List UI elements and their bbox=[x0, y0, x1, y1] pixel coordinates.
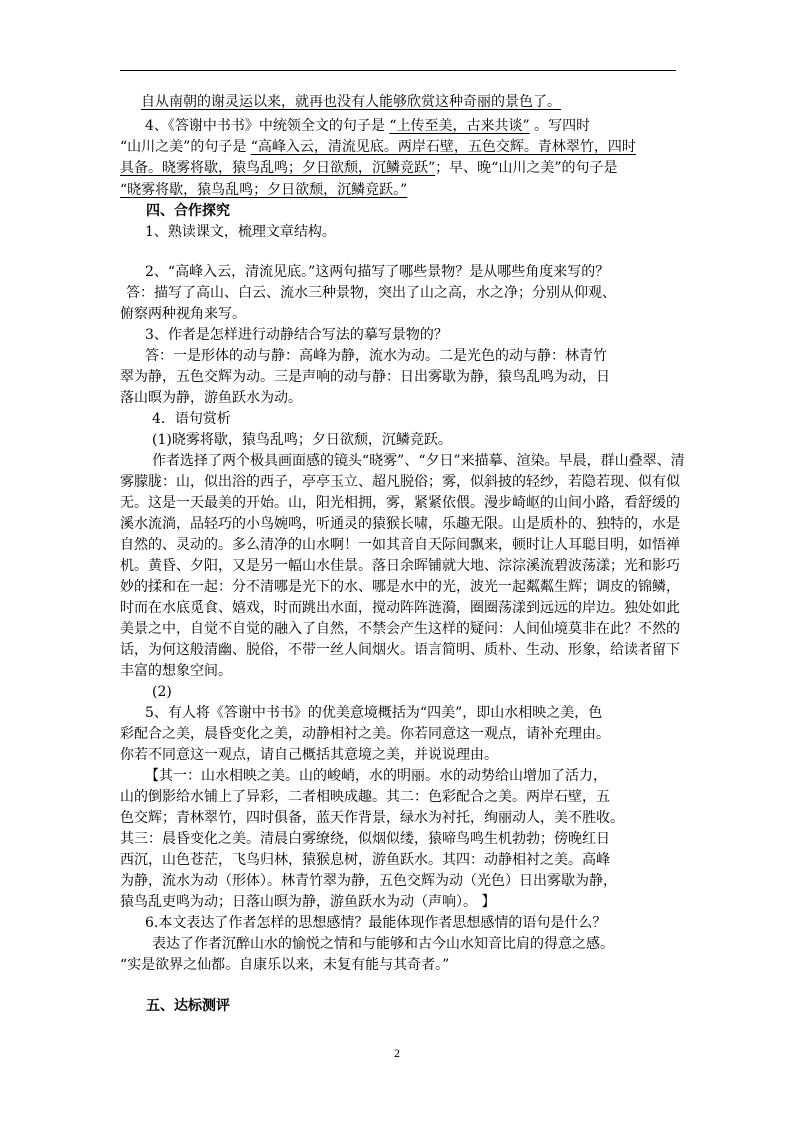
text-segment: 翠为静，五色交辉为动。三是声响的动与静：日出雾歇为静，猿鸟乱鸣为动，日 bbox=[120, 369, 610, 385]
text-segment: 四、合作探究 bbox=[146, 203, 230, 219]
text-line bbox=[145, 346, 607, 366]
text-segment: 色交辉；青林翠竹，四时俱备，蓝天作背景，绿水为衬托，绚丽动人，美不胜收。 bbox=[120, 810, 624, 826]
section-heading bbox=[146, 201, 230, 221]
text-segment: 机。黄昏、夕阳，又是另一幅山水佳景。落日余晖铺就大地、淙淙溪流碧波荡漾；光和影巧 bbox=[120, 558, 680, 574]
text-line bbox=[120, 661, 232, 681]
text-line bbox=[126, 283, 616, 303]
text-line bbox=[120, 577, 680, 597]
text-line bbox=[120, 808, 624, 828]
header-rule bbox=[120, 70, 676, 71]
text-line bbox=[145, 325, 448, 345]
text-segment: 丰富的想象空间。 bbox=[120, 663, 232, 679]
text-line bbox=[145, 222, 336, 242]
text-segment: 雾朦胧：山，似出浴的西子，亭亭玉立、超凡脱俗；雾，似斜披的轻纱，若隐若现、似有似 bbox=[120, 474, 680, 490]
text-line bbox=[145, 913, 606, 933]
text-line bbox=[152, 430, 452, 450]
text-segment: ；早、晚“山川之美”的句子是 bbox=[435, 160, 618, 176]
text-segment: 6.本文表达了作者怎样的思想感情？最能体现作者思想感情的语句是什么？ bbox=[145, 915, 607, 931]
page-number: 2 bbox=[394, 1046, 400, 1060]
text-segment: 答：一是形体的动与静：高峰为静，流水为动。二是光色的动与静：林青竹 bbox=[145, 348, 607, 364]
text-segment: 时而在水底觅食、嬉戏，时而跳出水面，搅动阵阵涟漪，圈圈荡漾到远远的岸边。独处如此 bbox=[120, 600, 680, 616]
text-segment: 。写四时 bbox=[529, 118, 591, 134]
text-line bbox=[120, 787, 610, 807]
text-segment: 猿鸟乱吏鸣为动；日落山暝为静，游鱼跃水为动（声响）。 】 bbox=[120, 894, 496, 910]
text-line bbox=[152, 409, 231, 429]
text-segment: “实是欲界之仙都。自康乐以来，未复有能与其奇者。” bbox=[120, 957, 450, 973]
text-segment: “山川之美”的句子是 bbox=[120, 139, 251, 155]
text-line bbox=[120, 304, 246, 324]
section-heading bbox=[146, 996, 230, 1016]
text-line bbox=[145, 703, 602, 723]
text-segment: 你若不同意这一观点，请自己概括其意境之美，并说说理由。 bbox=[120, 747, 498, 763]
text-segment: 4．语句赏析 bbox=[152, 411, 231, 427]
text-line bbox=[120, 137, 636, 157]
text-line bbox=[120, 388, 302, 408]
text-line bbox=[145, 262, 609, 282]
text-line bbox=[120, 724, 610, 744]
text-line bbox=[120, 158, 617, 178]
text-segment: 妙的揉和在一起：分不清哪是光下的水、哪是水中的光，波光一起粼粼生辉；调皮的锦鳞， bbox=[120, 579, 680, 595]
text-segment: (1)晓雾将歇，猿鸟乱鸣；夕日欲颓，沉鳞竞跃。 bbox=[152, 432, 452, 448]
underlined-answer: “高峰入云，清流见底。两岸石壁，五色交辉。青林翠竹，四时 bbox=[250, 139, 636, 155]
text-segment: 为静，流水为动（形体）。林青竹翠为静，五色交辉为动（光色）日出雾歇为静， bbox=[120, 873, 617, 889]
text-line bbox=[120, 598, 680, 618]
text-segment: 作者选择了两个极具画面感的镜头“晓雾”、“夕日”来描摹、渲染。早晨，群山叠翠、清 bbox=[152, 453, 685, 469]
text-line bbox=[120, 493, 680, 513]
text-segment: 2、“高峰入云，清流见底。”这两句描写了哪些景物？是从哪些角度来写的？ bbox=[145, 264, 610, 280]
text-segment: 5、有人将《答谢中书书》的优美意境概括为“四美”，即山水相映之美，色 bbox=[145, 705, 603, 721]
text-segment: 其三：晨昏变化之美。清晨白雾缭绕，似烟似缕，猿啼鸟鸣生机勃勃；傍晚红日 bbox=[120, 831, 610, 847]
text-segment: (2) bbox=[152, 684, 172, 700]
text-line bbox=[120, 871, 617, 891]
text-segment: 溪水流淌，品轻巧的小鸟婉鸣，听通灵的猿猴长啸，乐趣无限。山是质朴的、独特的，水是 bbox=[120, 516, 680, 532]
text-line bbox=[120, 472, 680, 492]
text-segment: 答：描写了高山、白云、流水三种景物，突出了山之高，水之净；分别从仰观、 bbox=[126, 285, 616, 301]
text-segment: 【其一：山水相映之美。山的峻峭，水的明丽。水的动势给山增加了活力， bbox=[145, 768, 607, 784]
text-segment: 山的倒影给水铺上了异彩，二者相映成趣。其二：色彩配合之美。两岸石壁，五 bbox=[120, 789, 610, 805]
text-segment: 3、作者是怎样进行动静结合写法的摹写景物的？ bbox=[145, 327, 448, 343]
text-line bbox=[120, 535, 680, 555]
text-segment: 美景之中，自觉不自觉的融入了自然，不禁会产生这样的疑问：人间仙境莫非在此？不然的 bbox=[120, 621, 680, 637]
text-line bbox=[120, 556, 680, 576]
text-line bbox=[145, 766, 607, 786]
text-segment: 俯察两种视角来写。 bbox=[120, 306, 246, 322]
text-line bbox=[120, 619, 680, 639]
text-line bbox=[120, 850, 610, 870]
underlined-answer: 具备。晓雾将歇，猿鸟乱鸣；夕日欲颓，沉鳞竞跃” bbox=[120, 160, 436, 176]
text-segment: 彩配合之美，晨昏变化之美，动静相衬之美。你若同意这一观点，请补充理由。 bbox=[120, 726, 610, 742]
text-line bbox=[141, 92, 561, 112]
text-line bbox=[120, 180, 407, 200]
text-line bbox=[120, 514, 680, 534]
text-segment: 话，为何这般清幽、脱俗，不带一丝人间烟火。语言简明、质朴、生动、形象，给读者留下 bbox=[120, 642, 680, 658]
text-segment: 自然的、灵动的。多么清净的山水啊！一如其音自天际间飘来，顿时让人耳聪目明，如悟禅 bbox=[120, 537, 680, 553]
text-segment: 西沉，山色苍茫，飞鸟归林，猿猴息树，游鱼跃水。其四：动静相衬之美。高峰 bbox=[120, 852, 610, 868]
text-line bbox=[152, 934, 614, 954]
text-line bbox=[120, 955, 449, 975]
text-line bbox=[120, 745, 498, 765]
text-segment: 4、《答谢中书书》中统领全文的句子是 bbox=[145, 118, 390, 134]
underlined-answer: “晓雾将歇，猿鸟乱鸣；夕日欲颓，沉鳞竞跃。” bbox=[120, 182, 408, 198]
text-segment: 五、达标测评 bbox=[146, 998, 230, 1014]
text-line bbox=[120, 367, 610, 387]
text-line bbox=[152, 451, 685, 471]
text-segment: 落山暝为静，游鱼跃水为动。 bbox=[120, 390, 302, 406]
text-line bbox=[145, 116, 590, 136]
text-segment: 1、熟读课文，梳理文章结构。 bbox=[145, 224, 336, 240]
text-line bbox=[120, 829, 610, 849]
text-segment: 表达了作者沉醉山水的愉悦之情和与能够和古今山水知音比肩的得意之感。 bbox=[152, 936, 614, 952]
underlined-answer: “上传至美，古来共谈” bbox=[389, 118, 530, 134]
text-segment: 无。这是一天最美的开始。山，阳光相拥，雾，紧紧依偎。漫步崎岖的山间小路，看舒缓的 bbox=[120, 495, 680, 511]
text-line bbox=[152, 682, 172, 702]
text-line bbox=[120, 892, 495, 912]
text-line bbox=[120, 640, 680, 660]
underlined-answer: 自从南朝的谢灵运以来，就再也没有人能够欣赏这种奇丽的景色了。 bbox=[141, 94, 561, 110]
